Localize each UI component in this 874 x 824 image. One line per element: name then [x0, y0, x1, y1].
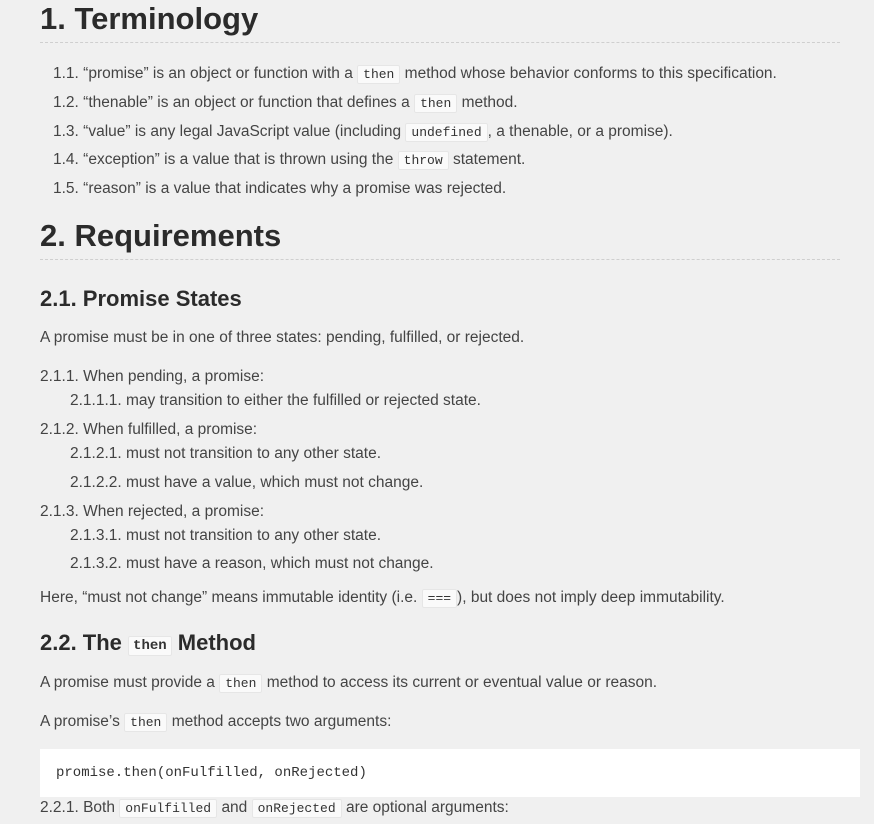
list-item: 2.1.3. When rejected, a promise:: [40, 503, 265, 520]
inline-code: then: [414, 94, 457, 113]
paragraph-text: Here, “must not change” means immutable identity (i.e.: [40, 589, 418, 606]
paragraph-text: method to access its current or eventual value or reason.: [266, 674, 658, 691]
section-heading-requirements: 2. Requirements: [40, 218, 282, 253]
item-text: “value” is any legal JavaScript value (including: [83, 123, 402, 140]
inline-code: throw: [398, 151, 449, 170]
code-block: [40, 749, 860, 797]
item-number: 1.3.: [53, 123, 79, 140]
paragraph-text: method accepts two arguments:: [171, 713, 392, 730]
inline-code: then: [128, 636, 172, 656]
list-item: 2.1.2. When fulfilled, a promise:: [40, 421, 258, 438]
section-divider: [40, 259, 840, 260]
list-item: [53, 150, 525, 171]
inline-code: ===: [422, 589, 457, 608]
code-block-text: promise.then(onFulfilled, onRejected): [56, 765, 367, 781]
subsection-heading-promise-states: 2.1. Promise States: [40, 286, 242, 311]
item-text: , a thenable, or a promise).: [487, 123, 673, 140]
item-text: “reason” is a value that indicates why a promise was rejected.: [83, 180, 507, 197]
heading-text: 2.2. The: [40, 630, 122, 655]
item-number: 1.1.: [53, 65, 79, 82]
list-item: [40, 798, 509, 819]
item-text: 2.2.1. Both: [40, 799, 115, 816]
item-text: “exception” is a value that is thrown using the: [83, 151, 394, 168]
list-item: 2.1.2.1. must not transition to any other state.: [70, 445, 382, 462]
list-item: 2.1.1.1. may transition to either the fulfilled or rejected state.: [70, 392, 481, 409]
section-heading-terminology: 1. Terminology: [40, 1, 259, 36]
item-text: method whose behavior conforms to this specification.: [404, 65, 777, 82]
item-text: “promise” is an object or function with a: [83, 65, 353, 82]
item-text: are optional arguments:: [345, 799, 509, 816]
item-number: 1.5.: [53, 180, 79, 197]
list-item: 2.1.2.2. must have a value, which must not change.: [70, 474, 424, 491]
inline-code: then: [124, 713, 167, 732]
paragraph-text: A promise must provide a: [40, 674, 215, 691]
paragraph-text: A promise’s: [40, 713, 120, 730]
list-item: [53, 179, 506, 199]
paragraph: [40, 588, 725, 609]
subsection-heading-then-method: [40, 629, 256, 660]
paragraph: A promise must be in one of three states: pending, fulfilled, or rejected.: [40, 329, 525, 346]
inline-code: undefined: [405, 123, 487, 142]
item-number: 1.4.: [53, 151, 79, 168]
inline-code: onFulfilled: [119, 799, 217, 818]
item-text: “thenable” is an object or function that defines a: [83, 94, 410, 111]
inline-code: onRejected: [252, 799, 342, 818]
list-item: 2.1.1. When pending, a promise:: [40, 368, 265, 385]
paragraph: [40, 673, 657, 694]
paragraph: [40, 712, 391, 733]
list-item: [53, 122, 673, 143]
item-text: method.: [461, 94, 518, 111]
paragraph-text: ), but does not imply deep immutability.: [457, 589, 725, 606]
inline-code: then: [357, 65, 400, 84]
item-text: statement.: [452, 151, 526, 168]
item-text: and: [221, 799, 248, 816]
list-item: [53, 93, 518, 114]
heading-text: Method: [177, 630, 256, 655]
list-item: 2.1.3.2. must have a reason, which must not change.: [70, 555, 434, 572]
list-item: [53, 64, 777, 85]
list-item: 2.1.3.1. must not transition to any other state.: [70, 527, 382, 544]
inline-code: then: [219, 674, 262, 693]
item-number: 1.2.: [53, 94, 79, 111]
section-divider: [40, 42, 840, 43]
